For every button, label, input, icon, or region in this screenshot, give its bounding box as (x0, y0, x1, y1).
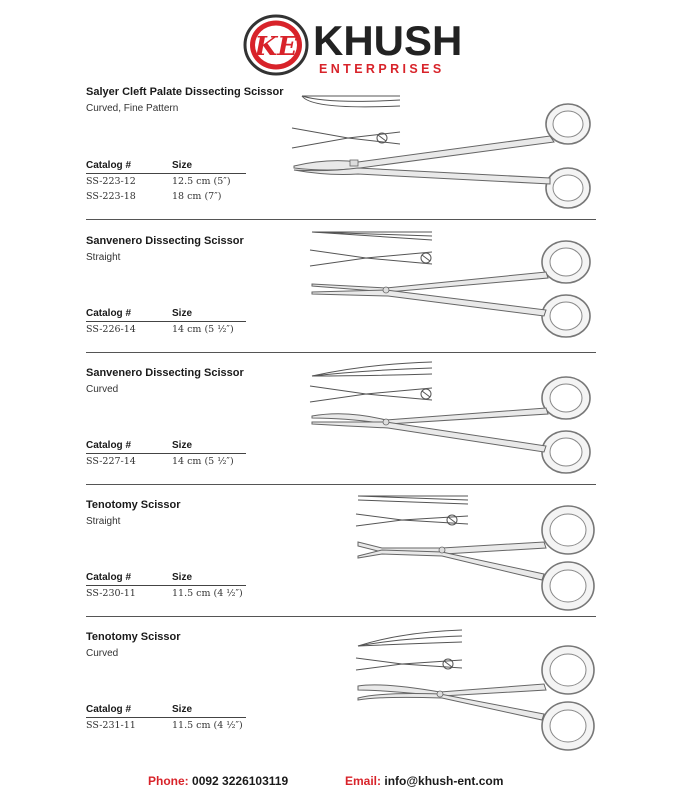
spec-table (86, 704, 246, 733)
badge-text: KE (254, 32, 298, 62)
spec-row (86, 586, 246, 601)
brand-tagline: ENTERPRISES (319, 62, 445, 76)
spec-table (86, 308, 246, 337)
spec-header (86, 160, 246, 174)
curved-scissor-drawing (352, 626, 604, 754)
size-header: Size (172, 160, 193, 171)
section-divider (86, 484, 596, 485)
catalog-header: Catalog # (86, 160, 132, 171)
brand-logo (243, 14, 463, 80)
size-value: 11.5 cm (4 ½″) (172, 720, 243, 731)
size-header: Size (172, 704, 193, 715)
ke-badge-icon (243, 14, 309, 76)
catalog-number: SS-230-11 (86, 588, 136, 599)
phone-contact (148, 774, 288, 788)
catalog-number: SS-227-14 (86, 456, 136, 467)
product-subtitle: Curved (86, 384, 119, 395)
size-value: 11.5 cm (4 ½″) (172, 588, 243, 599)
section-divider (86, 219, 596, 220)
product-subtitle: Straight (86, 252, 121, 263)
section-divider (86, 352, 596, 353)
product-title: Sanvenero Dissecting Scissor (86, 235, 244, 247)
spec-row (86, 454, 246, 469)
size-header: Size (172, 440, 193, 451)
spec-row (86, 189, 246, 204)
size-value: 18 cm (7″) (172, 191, 222, 202)
spec-header (86, 572, 246, 586)
catalog-header: Catalog # (86, 704, 132, 715)
size-value: 14 cm (5 ½″) (172, 324, 234, 335)
catalog-header: Catalog # (86, 308, 132, 319)
product-subtitle: Curved (86, 648, 119, 659)
product-title: Tenotomy Scissor (86, 631, 181, 643)
straight-scissor-drawing (352, 490, 604, 612)
brand-name: KHUSH (313, 17, 463, 64)
product-subtitle: Curved, Fine Pattern (86, 103, 179, 114)
spec-header (86, 440, 246, 454)
phone-number[interactable]: 0092 3226103119 (192, 774, 289, 788)
product-subtitle: Straight (86, 516, 121, 527)
section-divider (86, 616, 596, 617)
phone-label: Phone: (148, 774, 189, 788)
size-header: Size (172, 572, 193, 583)
spec-table (86, 572, 246, 601)
catalog-number: SS-231-11 (86, 720, 136, 731)
size-value: 14 cm (5 ½″) (172, 456, 234, 467)
email-address[interactable]: info@khush-ent.com (384, 774, 504, 788)
contact-footer (0, 774, 689, 794)
product-title: Sanvenero Dissecting Scissor (86, 367, 244, 379)
catalog-number: SS-223-12 (86, 176, 136, 187)
email-label: Email: (345, 774, 382, 788)
spec-row (86, 322, 246, 337)
product-title: Tenotomy Scissor (86, 499, 181, 511)
curved-scissor-drawing (306, 360, 602, 480)
curved-scissor-drawing (288, 92, 608, 212)
spec-header (86, 704, 246, 718)
spec-row (86, 718, 246, 733)
spec-row (86, 174, 246, 189)
catalog-number: SS-226-14 (86, 324, 136, 335)
catalog-number: SS-223-18 (86, 191, 136, 202)
spec-header (86, 308, 246, 322)
straight-scissor-drawing (306, 226, 602, 346)
spec-table (86, 440, 246, 469)
catalog-header: Catalog # (86, 572, 132, 583)
size-header: Size (172, 308, 193, 319)
spec-table (86, 160, 246, 204)
size-value: 12.5 cm (5″) (172, 176, 231, 187)
email-contact (345, 774, 503, 788)
product-title: Salyer Cleft Palate Dissecting Scissor (86, 86, 284, 98)
catalog-header: Catalog # (86, 440, 132, 451)
